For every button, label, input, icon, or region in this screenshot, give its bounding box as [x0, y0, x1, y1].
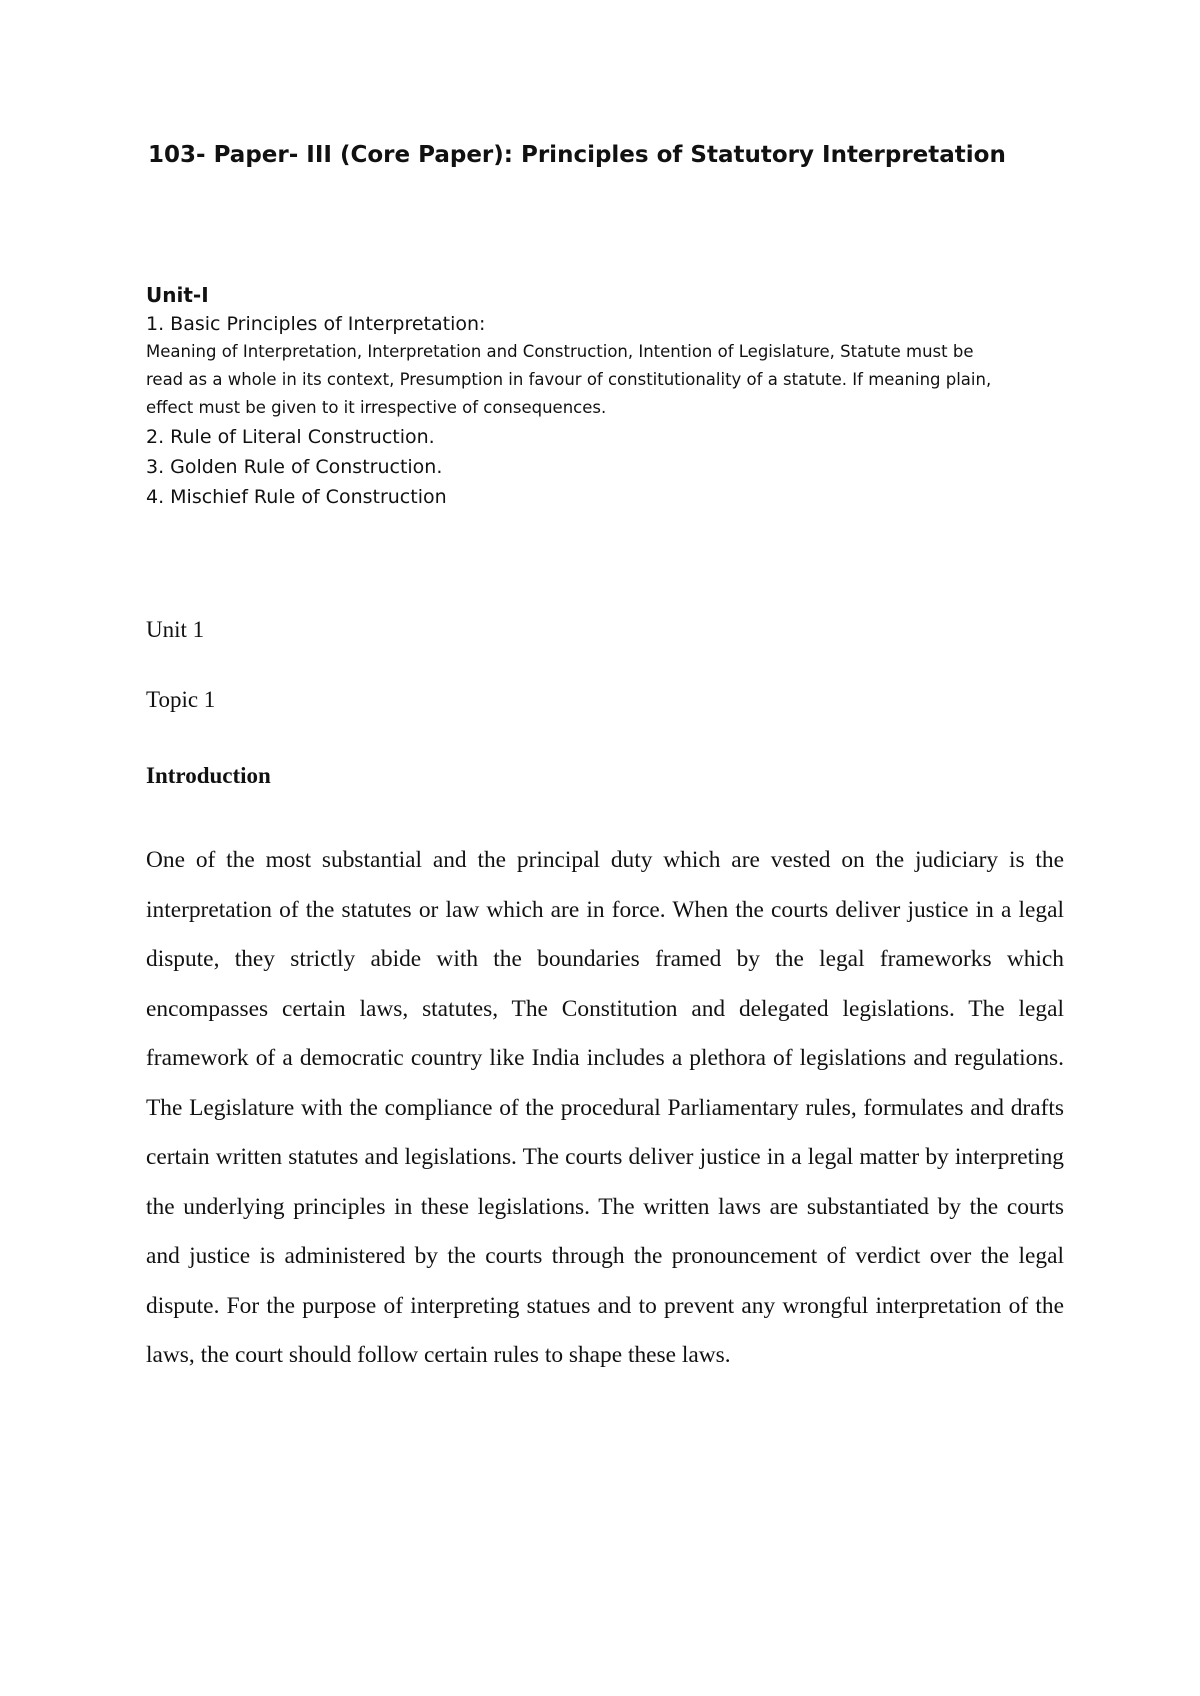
syllabus-topic-1-title: 1. Basic Principles of Interpretation:	[146, 313, 486, 335]
section-heading: Introduction	[146, 763, 271, 788]
topic-label: Topic 1	[146, 687, 216, 712]
syllabus-unit-heading: Unit-I	[146, 283, 209, 307]
syllabus-topic-2: 2. Rule of Literal Construction.	[146, 426, 435, 448]
syllabus-topic-1-description: Meaning of Interpretation, Interpretation and Construction, Intention of Legislature, Statute must be read as a whole in its context, Presumption in favour of constitutionality of a statute. If meaning plain, effect must be given to it irrespective of consequences.	[146, 342, 992, 417]
syllabus-section	[146, 280, 1066, 512]
unit-label: Unit 1	[146, 617, 205, 642]
body-paragraph: One of the most substantial and the principal duty which are vested on the judiciary is the interpretation of the statutes or law which are in force. When the courts deliver justice in a legal dispute, they strictly abide with the boundaries framed by the legal frameworks which encompasses certain laws, statutes, The Constitution and delegated legislations. The legal framework of a democratic country like India includes a plethora of legislations and regulations. The Legislature with the compliance of the procedural Parliamentary rules, formulates and drafts certain written statutes and legislations. The courts deliver justice in a legal matter by interpreting the underlying principles in these legislations. The written laws are substantiated by the courts and justice is administered by the courts through the pronouncement of verdict over the legal dispute. For the purpose of interpreting statues and to prevent any wrongful interpretation of the laws, the court should follow certain rules to shape these laws.	[146, 847, 1064, 1368]
document-title: 103- Paper- III (Core Paper): Principles of Statutory Interpretation	[148, 142, 1006, 168]
syllabus-topic-4: 4. Mischief Rule of Construction	[146, 486, 447, 508]
syllabus-topic-3: 3. Golden Rule of Construction.	[146, 456, 443, 478]
